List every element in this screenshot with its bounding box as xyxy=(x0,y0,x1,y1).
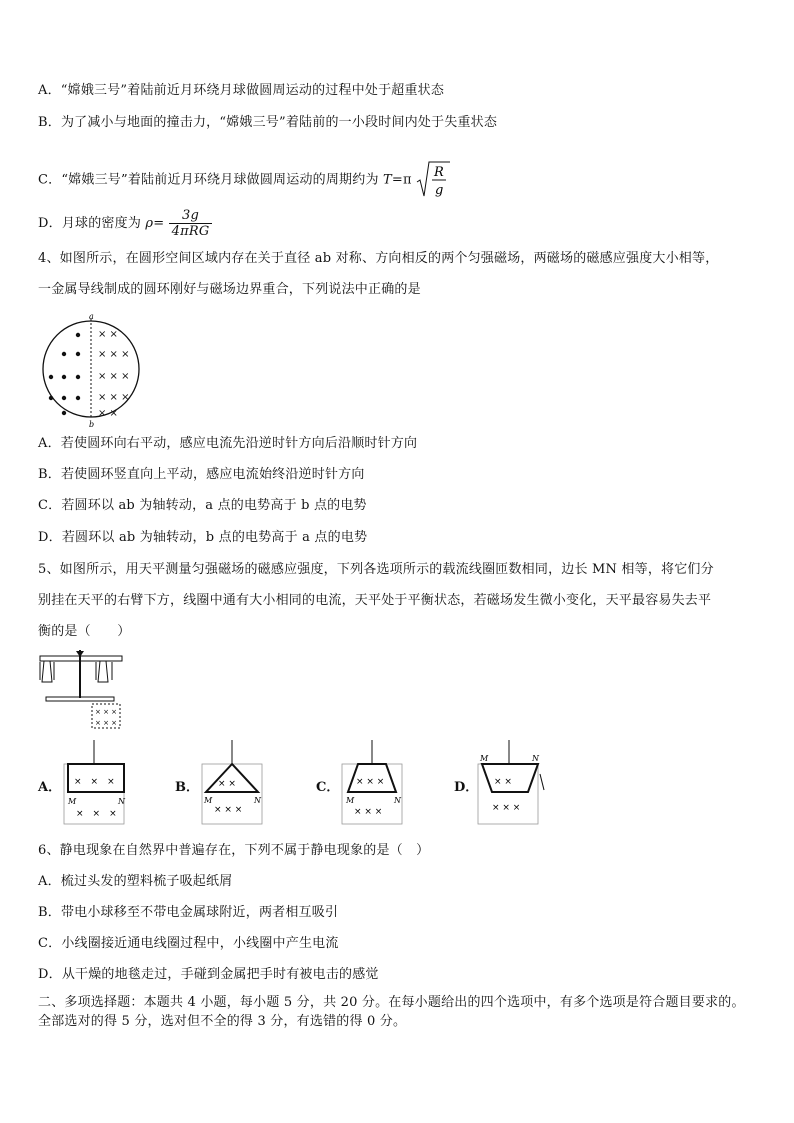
svg-text:× × ×: × × × xyxy=(214,805,243,815)
q3-option-c-text: C．“嫦娥三号”着陆前近月环绕月球做圆周运动的周期约为 xyxy=(38,172,383,188)
period-symbol: T xyxy=(382,172,392,188)
svg-text:× ×: × × xyxy=(98,329,118,340)
q3-option-a: A．“嫦娥三号”着陆前近月环绕月球做圆周运动的过程中处于超重状态 xyxy=(38,83,445,98)
svg-text:M: M xyxy=(480,754,489,763)
svg-text:M: M xyxy=(204,796,213,805)
q3-option-d xyxy=(38,208,212,239)
svg-text:× × ×: × × × xyxy=(98,371,130,382)
point-b-label: b xyxy=(89,420,95,428)
sqrt-numerator: R xyxy=(434,165,445,180)
sqrt-denominator: g xyxy=(435,183,444,198)
density-fraction xyxy=(169,208,213,239)
q6-stem: 6、静电现象在自然界中普遍存在，下列不属于静电现象的是（ ） xyxy=(38,843,430,858)
q4-stem-line2: 一金属导线制成的圆环刚好与磁场边界重合，下列说法中正确的是 xyxy=(38,282,421,297)
svg-text:× × ×: × × × xyxy=(356,777,385,787)
q6-option-b: B．带电小球移至不带电金属球附近，两者相互吸引 xyxy=(38,905,339,920)
svg-text:N: N xyxy=(254,796,261,805)
point-a-label: a xyxy=(89,312,94,321)
svg-text:× × ×: × × × xyxy=(95,719,118,727)
q4-stem-line1: 4、如图所示，在圆形空间区域内存在关于直径 ab 对称、方向相反的两个匀强磁场，两磁场的磁感应强度大小相等， xyxy=(38,251,719,266)
density-equals: = xyxy=(153,216,165,231)
q6-option-c: C．小线圈接近通电线圈过程中，小线圈中产生电流 xyxy=(38,936,339,951)
q5-option-b-label: B． xyxy=(175,780,199,795)
q6-option-d: D．从干燥的地毯走过，手碰到金属把手时有被电击的感觉 xyxy=(38,967,379,982)
fraction-denominator: 4πRG xyxy=(171,224,210,239)
svg-text:M: M xyxy=(346,796,355,805)
svg-text:× × ×: × × × xyxy=(98,349,130,360)
svg-text:× ×: × × xyxy=(98,408,118,419)
svg-text:N: N xyxy=(532,754,539,763)
q5-option-d-figure xyxy=(476,740,552,828)
q5-stem-line1: 5、如图所示，用天平测量匀强磁场的磁感应强度，下列各选项所示的载流线圈匝数相同，边长 MN 相等，将它们分 xyxy=(38,562,714,577)
q5-option-b-figure xyxy=(200,740,276,828)
q6-option-a: A．梳过头发的塑料梳子吸起纸屑 xyxy=(38,874,233,889)
q5-option-a-figure xyxy=(62,740,138,828)
q5-option-d-label: D． xyxy=(454,780,479,795)
field-in-crosses xyxy=(98,329,130,419)
q3-option-d-text: D．月球的密度为 xyxy=(38,216,146,231)
fraction-numerator: 3g xyxy=(169,208,213,224)
q5-option-c-figure xyxy=(340,740,416,828)
balance-figure xyxy=(36,648,128,732)
sqrt-formula xyxy=(416,160,450,200)
svg-text:× × ×: × × × xyxy=(95,708,118,716)
q5-stem-line2: 别挂在天平的右臂下方，线圈中通有大小相同的电流，天平处于平衡状态，若磁场发生微小变化，天平最容易失去平 xyxy=(38,593,712,608)
q3-option-b: B．为了减小与地面的撞击力，“嫦娥三号”着陆前的一小段时间内处于失重状态 xyxy=(38,115,498,130)
q5-option-a-label: A． xyxy=(38,780,62,795)
svg-text:× × ×: × × × xyxy=(98,392,130,403)
svg-text:× ×: × × xyxy=(218,779,236,789)
period-equals: =π xyxy=(391,172,412,188)
q5-option-c-label: C． xyxy=(316,780,340,795)
q5-stem-line3: 衡的是（ ） xyxy=(38,624,131,639)
svg-text:× × ×: × × × xyxy=(74,777,115,787)
svg-text:M: M xyxy=(68,797,77,806)
field-out-dots xyxy=(49,333,80,415)
q4-option-b: B．若使圆环竖直向上平动，感应电流始终沿逆时针方向 xyxy=(38,467,365,482)
q4-option-d: D．若圆环以 ab 为轴转动，b 点的电势高于 a 点的电势 xyxy=(38,530,368,545)
q3-option-c xyxy=(38,160,450,200)
svg-text:× × ×: × × × xyxy=(492,803,521,813)
svg-text:× × ×: × × × xyxy=(76,809,117,819)
q4-circle-field-figure xyxy=(38,310,150,428)
q4-option-a: A．若使圆环向右平动，感应电流先沿逆时针方向后沿顺时针方向 xyxy=(38,436,418,451)
svg-text:N: N xyxy=(394,796,401,805)
q4-option-c: C．若圆环以 ab 为轴转动，a 点的电势高于 b 点的电势 xyxy=(38,498,367,513)
svg-text:× × ×: × × × xyxy=(354,807,383,817)
section2-instructions-line1: 二、多项选择题：本题共 4 小题，每小题 5 分，共 20 分。在每小题给出的四个选项中，有多个选项是符合题目要求的。 xyxy=(38,995,745,1010)
section2-instructions-line2: 全部选对的得 5 分，选对但不全的得 3 分，有选错的得 0 分。 xyxy=(38,1014,407,1029)
svg-text:× ×: × × xyxy=(494,777,512,787)
svg-text:N: N xyxy=(118,797,125,806)
density-symbol: ρ xyxy=(145,216,154,231)
sqrt-sign-icon xyxy=(416,160,450,200)
